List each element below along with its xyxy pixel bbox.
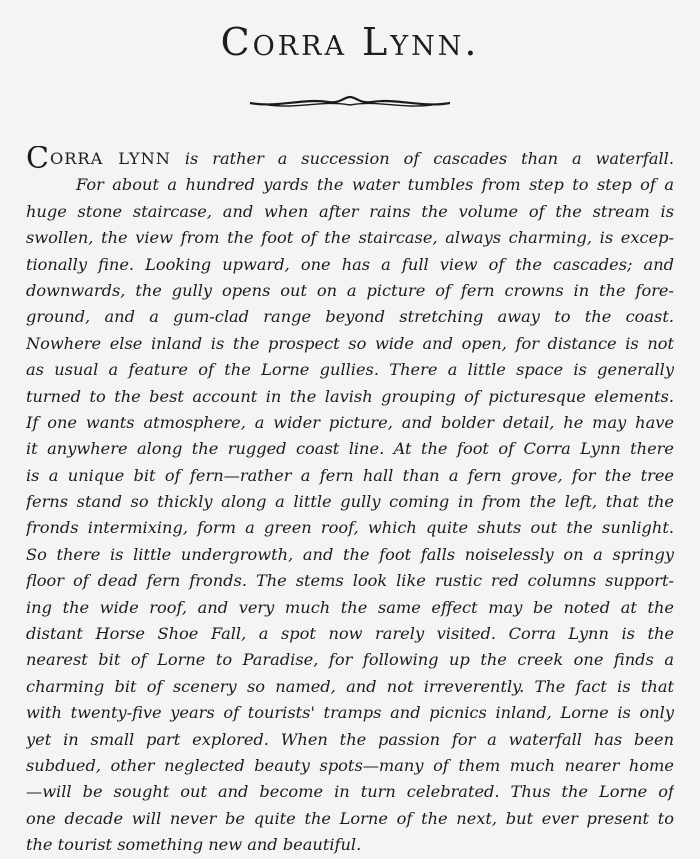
- text-line: [26, 753, 674, 779]
- line-text: fronds intermixing, form a green roof, which quite shuts out the sunlight.: [26, 518, 674, 538]
- text-line: [26, 806, 674, 832]
- line-text: swollen, the view from the foot of the staircase, always charming, is excep-: [26, 228, 674, 248]
- text-line: [26, 304, 674, 330]
- text-line: [26, 568, 674, 594]
- line-text: Nowhere else inland is the prospect so wide and open, for distance is not: [26, 333, 674, 353]
- ornamental-divider: [248, 94, 452, 110]
- line-text: huge stone staircase, and when after rains the volume of the stream is: [26, 201, 674, 221]
- line-text: with twenty-five years of tourists' tramps and picnics inland, Lorne is only: [26, 703, 674, 723]
- text-line: [26, 357, 674, 383]
- text-line: [26, 515, 674, 541]
- text-line: [26, 384, 674, 410]
- line-text: charming bit of scenery so named, and not irreverently. The fact is that: [26, 676, 674, 696]
- text-line: [26, 542, 674, 568]
- text-line: [26, 225, 674, 251]
- text-line: [26, 674, 674, 700]
- line-text: floor of dead fern fronds. The stems look like rustic red columns support-: [26, 571, 674, 591]
- line-text: is a unique bit of fern—rather a fern hall than a fern grove, for the tree: [26, 465, 674, 485]
- line-text: turned to the best account in the lavish grouping of picturesque elements.: [26, 386, 674, 406]
- line-text: For about a hundred yards the water tumbles from step to step of a: [76, 175, 674, 195]
- text-line: [26, 146, 674, 172]
- text-line: [26, 779, 674, 805]
- drop-cap: C: [26, 146, 49, 173]
- text-line: [26, 595, 674, 621]
- line-text: yet in small part explored. When the passion for a waterfall has been: [26, 729, 674, 749]
- text-line: [26, 489, 674, 515]
- text-line: [26, 199, 674, 225]
- text-line: [26, 832, 674, 858]
- line-text: tionally fine. Looking upward, one has a full view of the cascades; and: [26, 254, 674, 274]
- text-line: [26, 727, 674, 753]
- line-text: If one wants atmosphere, a wider picture, and bolder detail, he may have: [26, 412, 674, 432]
- line-text: ground, and a gum-clad range beyond stretching away to the coast.: [26, 307, 674, 327]
- opening-words: ORRA LYNN: [49, 149, 171, 168]
- line-text: is rather a succession of cascades than a waterfall.: [170, 149, 674, 168]
- line-text: ferns stand so thickly along a little gully coming in from the left, that the: [26, 492, 674, 512]
- line-text: the tourist something new and beautiful.: [26, 835, 362, 855]
- text-line: [26, 700, 674, 726]
- text-line: [26, 463, 674, 489]
- line-text: ing the wide roof, and very much the same effect may be noted at the: [26, 597, 674, 617]
- line-text: distant Horse Shoe Fall, a spot now rarely visited. Corra Lynn is the: [26, 624, 674, 644]
- body-paragraph: [26, 146, 674, 859]
- line-text: downwards, the gully opens out on a picture of fern crowns in the fore-: [26, 280, 674, 300]
- line-text: it anywhere along the rugged coast line. At the foot of Corra Lynn there: [26, 439, 674, 459]
- text-line: [26, 172, 674, 198]
- line-text: So there is little undergrowth, and the foot falls noiselessly on a springy: [26, 544, 674, 564]
- text-line: [26, 278, 674, 304]
- text-line: [26, 621, 674, 647]
- page-title: Corra Lynn.: [220, 20, 480, 64]
- line-text: nearest bit of Lorne to Paradise, for following up the creek one finds a: [26, 650, 674, 670]
- text-line: [26, 410, 674, 436]
- text-line: [26, 331, 674, 357]
- line-text: one decade will never be quite the Lorne of the next, but ever present to: [26, 808, 674, 828]
- text-line: [26, 647, 674, 673]
- line-text: —will be sought out and become in turn celebrated. Thus the Lorne of: [26, 782, 674, 802]
- line-text: as usual a feature of the Lorne gullies. There a little space is generally: [26, 360, 674, 380]
- line-text: subdued, other neglected beauty spots—many of them much nearer home: [26, 755, 674, 775]
- text-line: [26, 252, 674, 278]
- text-line: [26, 436, 674, 462]
